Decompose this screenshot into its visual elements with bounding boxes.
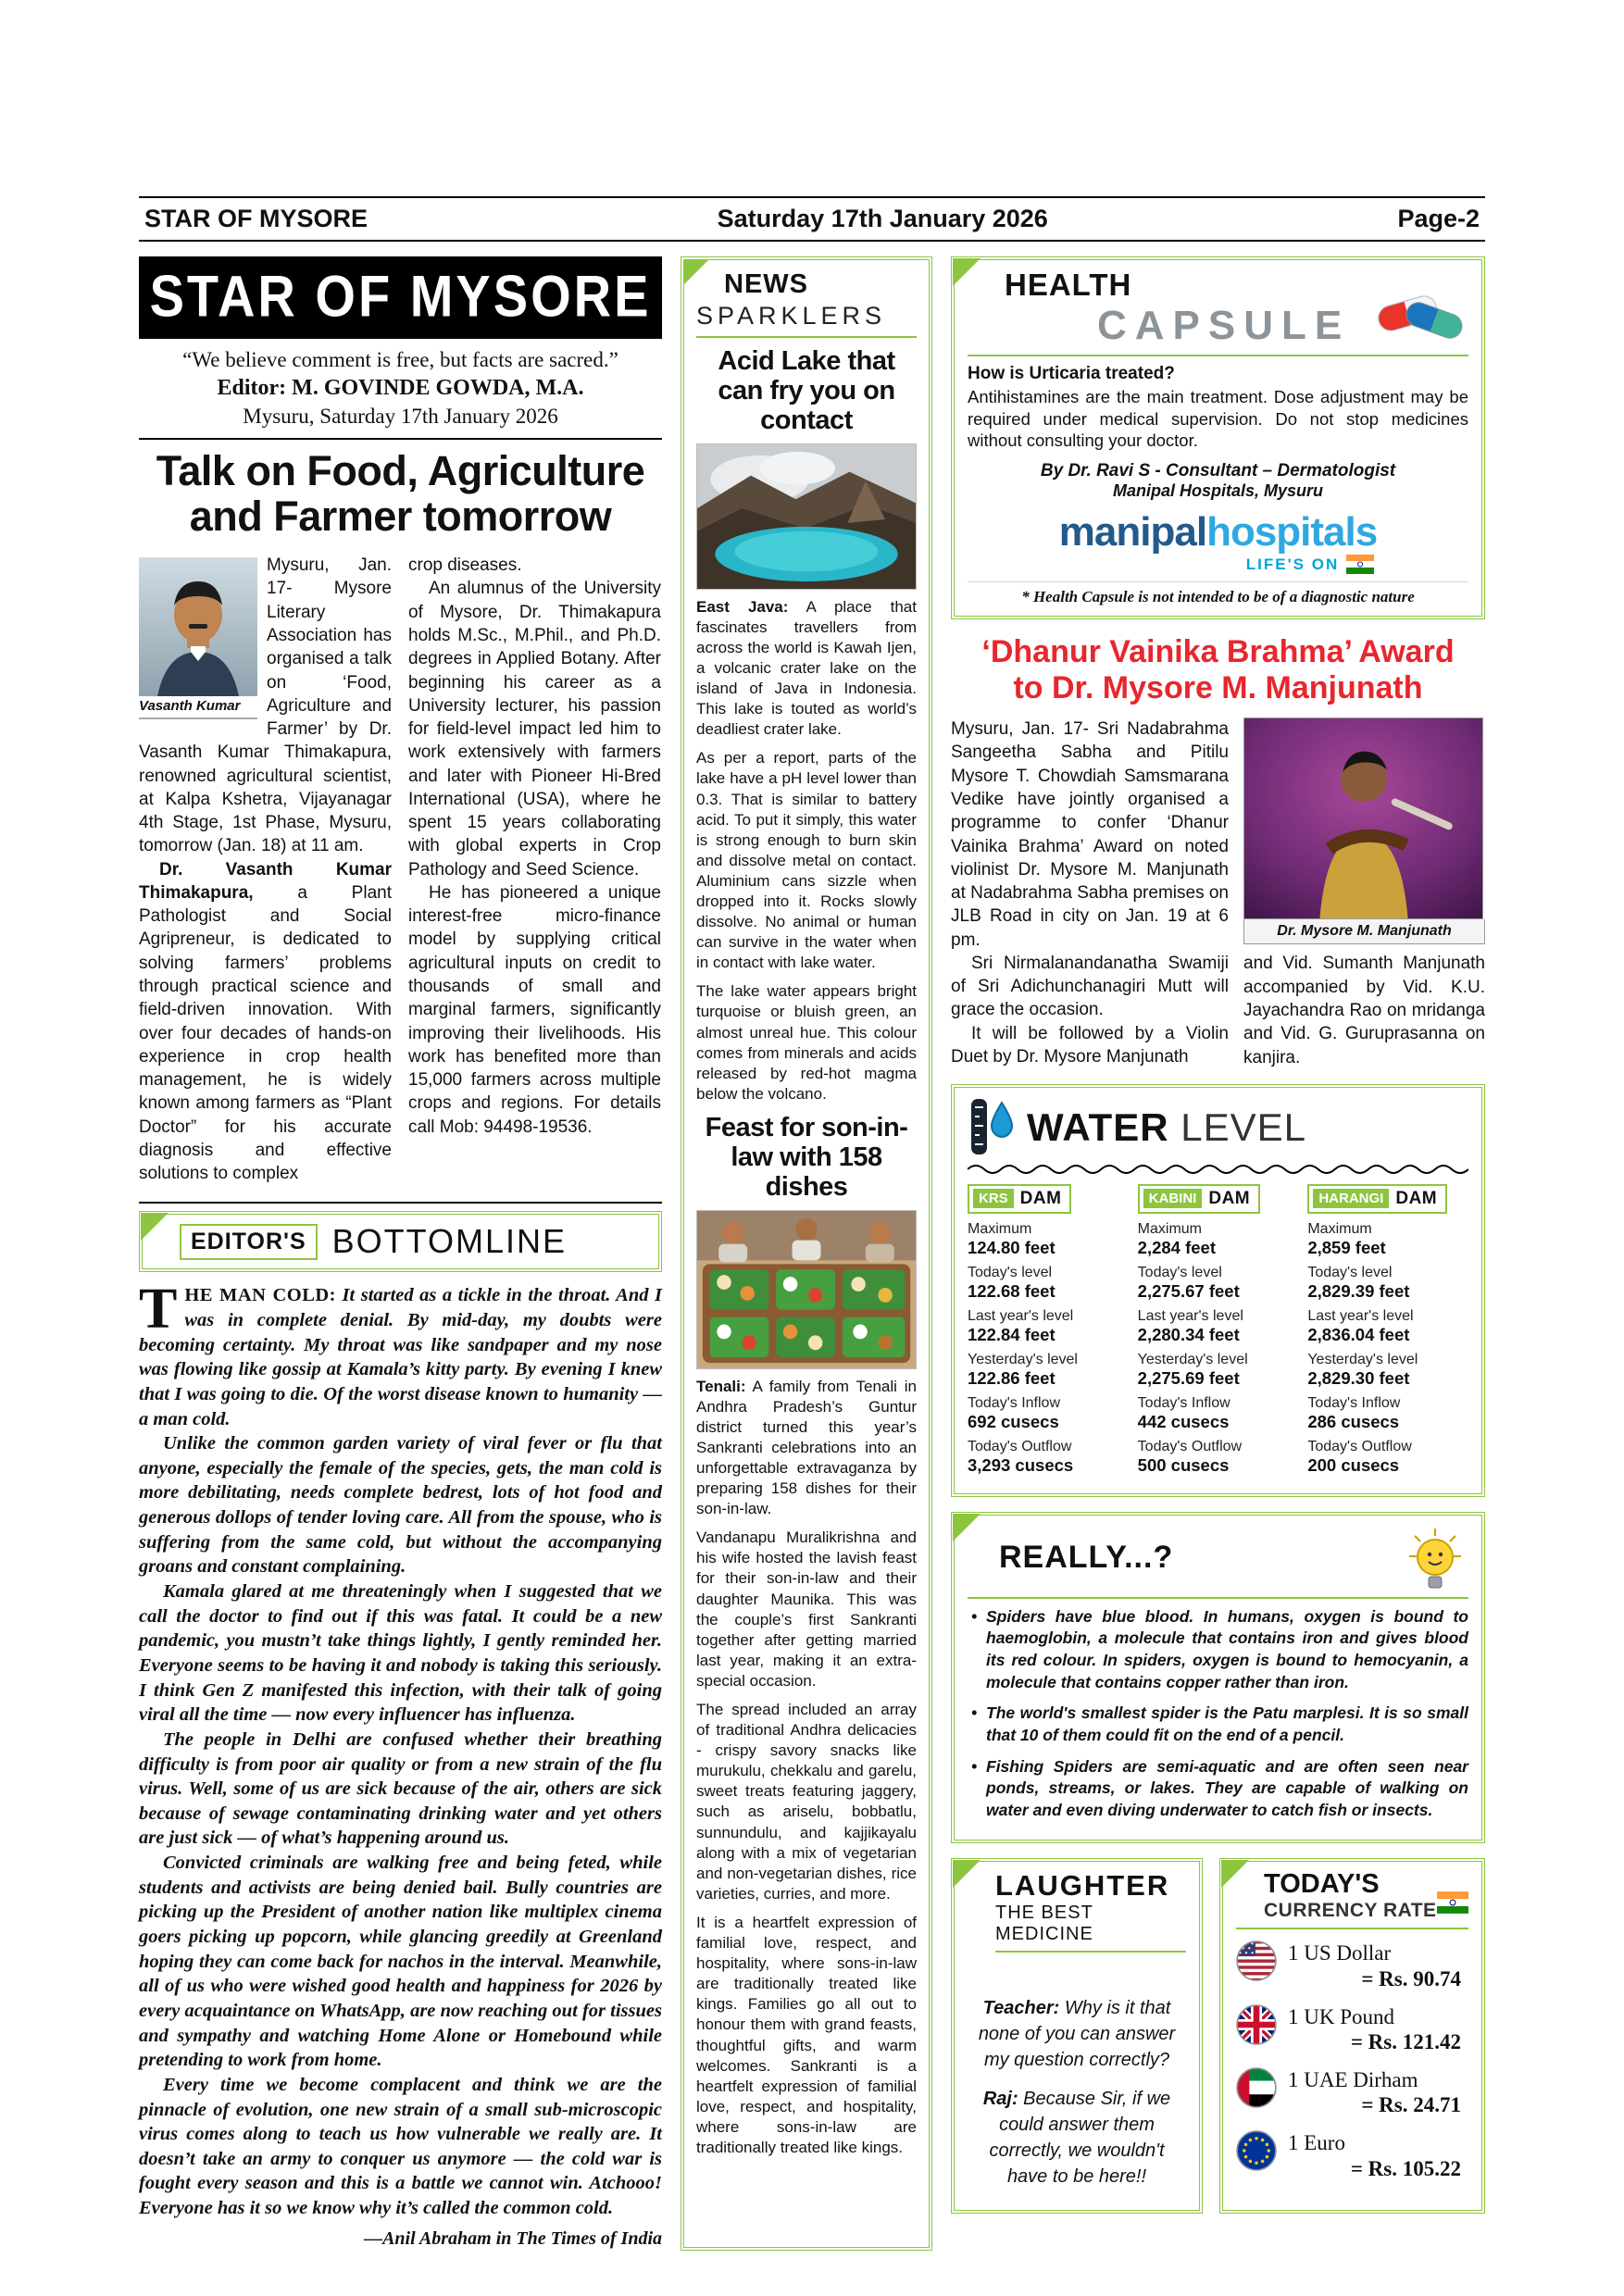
dam-krs [968, 1184, 1129, 1482]
dam-harangi [1307, 1184, 1468, 1482]
currency-header [1236, 1869, 1468, 1929]
right-column [951, 256, 1485, 2251]
india-flag-icon [1437, 1891, 1468, 1914]
dam-stat: Today's Outflow 200 cusecs [1307, 1438, 1412, 1475]
acid-lake-headline: Acid Lake that can fry you on contact [718, 346, 895, 435]
dam-columns [968, 1184, 1468, 1482]
dam-stat: Maximum 2,284 feet [1137, 1220, 1217, 1257]
lead-article-photo [139, 557, 257, 719]
currency-title: TODAY'S [1264, 1869, 1380, 1900]
manipal-logo-word2: hospitals [1206, 509, 1378, 555]
manipal-hospitals-logo [968, 509, 1468, 555]
laughter-subtitle: THE BEST MEDICINE [995, 1903, 1186, 1953]
green-corner-flag-icon [953, 1860, 981, 1888]
running-head-date: Saturday 17th January 2026 [717, 205, 1048, 232]
award-headline: ‘Dhanur Vainika Brahma’ Award to Dr. Mysore M. Manjunath [981, 634, 1455, 706]
currency-rate-row [1236, 2004, 1468, 2055]
really-title: REALLY...? [999, 1539, 1174, 1575]
running-head-page-number: Page-2 [1397, 205, 1480, 232]
currency-value: = Rs. 90.74 [1361, 1967, 1461, 1991]
currency-value: = Rs. 24.71 [1361, 2093, 1461, 2117]
editors-bottomline-section [139, 1202, 662, 2250]
laughter-box [951, 1858, 1203, 2214]
lead-article-body [139, 554, 662, 1185]
india-flag-icon [1346, 555, 1374, 574]
really-fact: • The world's smallest spider is the Patu marplesi. It is so small that 10 of them could fit on the end of a pencil. [968, 1703, 1468, 1746]
manipal-logo-word1: manipal [1058, 509, 1207, 555]
dam-stat: Maximum 124.80 feet [968, 1220, 1056, 1257]
us-flag-icon [1236, 1940, 1277, 1981]
feast-photo [696, 1210, 917, 1369]
crater-lake-photo [696, 443, 917, 590]
dam-stat: Today's level 122.68 feet [968, 1264, 1056, 1301]
currency-value: = Rs. 105.22 [1350, 2156, 1461, 2180]
capsule-pill-icon [1372, 282, 1468, 349]
dam-stat: Yesterday's level 2,275.69 feet [1137, 1351, 1248, 1388]
lead-article-photo-caption: Vasanth Kumar [139, 696, 257, 719]
bottomline-paragraph: Convicted criminals are walking free and being feted, while students and activists are being denied bail. Bully countries are picking up the President of another nation like multiplex cinema goers picking up popcorn, while glancing greedily at Greenland hoping they can come back for nachos in the interval. Meanwhile, all of us who were wished good health and happiness for 2026 by every acquaintance on WhatsApp, are now reaching out for tissues and sympathy and watching Home Alone or Homebound while pretending to work from home. [139, 1853, 662, 2071]
really-facts-list [968, 1606, 1468, 1822]
lead-article-paragraph: Mysuru, Jan. 17- Mysore Literary Association has organised a talk on ‘Food, Agriculture and Farmer’ by Dr. Vasanth Kumar Thimakapura, renowned agricultural scientist, at Kalpa Kshetra, Vijayanagar 4th Stage, 1st Phase, Mysuru, tomorrow (Jan. 18) at 11 am. [139, 555, 392, 856]
water-level-title: WATER LEVEL [1027, 1104, 1306, 1149]
light-bulb-icon [1405, 1527, 1465, 1595]
news-sparklers-kicker2: SPARKLERS [696, 300, 917, 338]
currency-name: 1 Euro [1288, 2130, 1345, 2154]
water-level-box [951, 1084, 1485, 1497]
dam-stat: Today's level 2,275.67 feet [1137, 1264, 1240, 1301]
story-paragraph: Vandanapu Muralikrishna and his wife hosted the lavish feast for their son-in-law and their daughter Maunika. This was the couple’s first Sankranti together after getting married last year, making it an extra-special occasion. [696, 1529, 917, 1690]
dam-stat: Last year's level 2,280.34 feet [1137, 1307, 1243, 1344]
health-capsule-title2: CAPSULE [1097, 303, 1351, 348]
lead-article-col1 [139, 554, 392, 1185]
dam-stat: Today's Outflow 500 cusecs [1137, 1438, 1243, 1475]
feast-headline: Feast for son-in-law with 158 dishes [705, 1112, 908, 1202]
award-paragraph: It will be followed by a Violin Duet by Dr. Mysore Manjunath [951, 1023, 1229, 1067]
dam-stat: Today's Inflow 442 cusecs [1137, 1394, 1230, 1431]
dam-stat: Today's Inflow 286 cusecs [1307, 1394, 1401, 1431]
dam-kabini [1138, 1184, 1299, 1482]
portrait-photo-placeholder [139, 557, 257, 696]
uae-flag-icon [1236, 2067, 1277, 2108]
news-sparklers-box [681, 256, 932, 2251]
story-paragraph: East Java: A place that fascinates travellers from across the world is Kawah Ijen, a volcanic crater lake on the island of Java in Indonesia. This lake is touted as world’s deadliest crater lake. [696, 597, 917, 739]
health-capsule-header [968, 268, 1468, 356]
award-article [951, 634, 1485, 1069]
dam-stat: Last year's level 122.84 feet [968, 1307, 1074, 1344]
masthead-motto: “We believe comment is free, but facts are sacred.” [182, 348, 618, 371]
currency-name: 1 UAE Dirham [1288, 2067, 1418, 2091]
really-fact: • Fishing Spiders are semi-aquatic and are often seen near ponds, streams, or lakes. They are capable of walking on water and even diving underwater to catch fish or insects. [968, 1756, 1468, 1822]
really-header [968, 1523, 1468, 1599]
violinist-photo [1243, 718, 1483, 919]
bottomline-paragraph: Unlike the common garden variety of viral fever or flu that anyone, especially the female of the species, gets, the man cold is more debilitating, needs complete bedrest, lots of hot food and generous dollops of tender loving care. All from the spouse, who is suffering from the same cold, but without the accompanying groans and constant complaining. [139, 1433, 662, 1578]
currency-rate-row [1236, 2067, 1468, 2118]
dam-name-chip: KABINI DAM [1138, 1184, 1260, 1214]
running-head-paper: STAR OF MYSORE [144, 205, 369, 232]
lead-article-paragraph: crop diseases. [408, 555, 522, 576]
currency-name: 1 UK Pound [1288, 2004, 1395, 2028]
story-paragraph: Tenali: A family from Tenali in Andhra Pradesh’s Guntur district turned this year’s Sankranti celebrations into an unforgettable extravaganza by preparing 158 dishes for their son-in-law. [696, 1377, 917, 1518]
really-fact: • Spiders have blue blood. In humans, oxygen is bound to haemoglobin, a molecule that contains iron and gives blood its red colour. In spiders, oxygen is bound to hemocyanin, a molecule that contains copper rather than iron. [968, 1606, 1468, 1694]
left-column [139, 256, 662, 2251]
lead-article-paragraph: He has pioneered a unique interest-free micro-finance model by supplying critical agricultural inputs on credit to thousands of small and marginal farmers, significantly improving their livelihoods. His work has benefited more than 15,000 farmers across multiple crops and regions. For details call Mob: 94498-19536. [408, 882, 661, 1137]
acid-lake-body [696, 597, 917, 1104]
editors-bottomline-header [139, 1211, 662, 1272]
story-paragraph: It is a heartfelt expression of familial love, respect, and hospitality, where sons-in-law are traditionally treated like kings. Families go all out to honour them with grand feasts, thoughtful gifts, and warm welcomes. Sankranti is a heartfelt expression of familial love, respect, and hospitality, where sons-in-law are traditionally treated like kings. [696, 1913, 917, 2156]
dam-name-chip: KRS DAM [968, 1184, 1071, 1214]
currency-rate-row [1236, 1940, 1468, 1991]
currency-box [1219, 1858, 1485, 2214]
dam-stat: Today's level 2,829.39 feet [1307, 1264, 1410, 1301]
uk-flag-icon [1236, 2004, 1277, 2045]
dam-stat: Last year's level 2,836.04 feet [1307, 1307, 1414, 1344]
dam-stat: Today's Outflow 3,293 cusecs [968, 1438, 1074, 1475]
water-level-header [968, 1097, 1468, 1158]
dam-stat: Maximum 2,859 feet [1307, 1220, 1386, 1257]
masthead [139, 256, 662, 339]
story-paragraph: As per a report, parts of the lake have a pH level lower than 0.3. That is similar to battery acid. To put it simply, this water is strong enough to burn skin and dissolve metal on contact. Aluminium cans sizzle when dropped into it. Rocks slowly dissolve. No animal or human can survive in the water when in contact with lake water. [696, 749, 917, 972]
manipal-tagline: LIFE'S ON [1171, 555, 1449, 574]
dam-stat: Today's Inflow 692 cusecs [968, 1394, 1060, 1431]
green-corner-flag-icon [682, 258, 710, 286]
middle-column [681, 256, 932, 2251]
really-box [951, 1512, 1485, 1844]
drop-cap: T [139, 1278, 178, 1341]
currency-rate-row [1236, 2130, 1468, 2181]
bottomline-paragraph: Kamala glared at me threateningly when I suggested that we call the doctor to find out if this was fatal. It could be a new pandemic, you mustn’t take things lightly, I gently reminded her. Everyone seems to be having it and nobody is taking this seriously. I think Gen Z manifested this infection, with their talk of going viral all the time — now every influencer has influenza. [139, 1581, 662, 1726]
bottomline-paragraph: THE MAN COLD: It started as a tickle in the throat. And I was in complete denial. By mid-day, my doubts were becoming certainty. My throat was like sandpaper and my nose was flowing like gossip at Kamala’s kitty party. By evening I knew that I was going to die. Of the worst disease known to humanity — a man cold. [139, 1278, 662, 1429]
award-article-col1 [951, 718, 1229, 1069]
bottomline-paragraph: Every time we become complacent and think we are the pinnacle of evolution, one new strain of a small sub-microscopic virus comes along to teach us how vulnerable we really are. It doesn’t take an army to conquer us anymore — the cold war is fought every season and this is a battle we cannot win. Atchooo! Everyone has it so we know why it’s called the common cold. [139, 2074, 662, 2219]
bottom-row [951, 1858, 1485, 2214]
feast-body [696, 1377, 917, 2158]
bottomline-body [139, 1278, 662, 2250]
violinist-photo-caption: Dr. Mysore M. Manjunath [1243, 919, 1485, 944]
divider-rule [139, 438, 662, 440]
green-corner-flag-icon [953, 1514, 981, 1541]
wave-divider [968, 1160, 1468, 1175]
currency-subtitle: CURRENCY RATE [1264, 1900, 1437, 1922]
dam-stat: Yesterday's level 2,829.30 feet [1307, 1351, 1418, 1388]
lead-article-paragraph: Dr. Vasanth Kumar Thimakapura, a Plant Pathologist and Social Agripreneur, is dedicated to solving farmers’ problems through practical science and field-driven innovation. With over four decades of hands-on experience in crop health management, he is widely known among farmers as “Plant Doctor” for his accurate diagnosis and effective solutions to complex [139, 859, 392, 1184]
health-byline: By Dr. Ravi S - Consultant – Dermatologist [1040, 461, 1396, 481]
health-capsule-footnote: * Health Capsule is not intended to be of a diagnostic nature [968, 581, 1468, 606]
lead-article-col2 [408, 554, 661, 1185]
award-paragraph: Mysuru, Jan. 17- Sri Nadabrahma Sangeetha Sabha and Pitilu Mysore T. Chowdiah Samsmarana Vedike have jointly organised a programme to confer ‘Dhanur Vainika Brahma’ Award on noted violinist Dr. Mysore M. Manjunath at Nadabrahma Sabha premises on JLB Road in city on Jan. 19 at 6 pm. [951, 719, 1229, 950]
currency-name: 1 US Dollar [1288, 1941, 1392, 1965]
running-head [139, 196, 1485, 242]
joke-line-teacher: Teacher: Why is it that none of you can answer my question correctly? [978, 1998, 1176, 2071]
masthead-dateline: Mysuru, Saturday 17th January 2026 [243, 405, 558, 428]
award-paragraph: Sri Nirmalanandanatha Swamiji of Sri Adichunchanagiri Mutt will grace the occasion. [951, 953, 1229, 1020]
lead-article-headline: Talk on Food, Agriculture and Farmer tomorrow [156, 447, 645, 540]
dam-stat: Yesterday's level 122.86 feet [968, 1351, 1078, 1388]
bottomline-paragraph: The people in Delhi are confused whether their breathing difficulty is from poor air quality or from a new strain of the flu virus. Well, some of us are sick because of the air, others are sick because of sewage contaminating drinking water and yet others are just sick — of what’s happening around us. [139, 1728, 662, 1849]
dam-name-chip: HARANGI DAM [1307, 1184, 1447, 1214]
story-paragraph: The lake water appears bright turquoise or bluish green, an almost unreal hue. This colour comes from minerals and acids released by red-hot magma below the volcano. [696, 982, 917, 1103]
award-article-body [951, 718, 1485, 1069]
joke-text [968, 1995, 1186, 2190]
lead-article-paragraph: An alumnus of the University of Mysore, Dr. Thimakapura holds M.Sc., M.Phil., and Ph.D. degrees in Applied Botany. After beginning his career as a University lecturer, his passion for field-level impact led him to work extensively with farmers and later with Pioneer Hi-Bred International (USA), where he spent 15 years collaborating with global experts in Crop Pathology and Seed Science. [408, 579, 661, 880]
health-capsule-box [951, 256, 1485, 619]
award-paragraph: and Vid. Sumanth Manjunath accompanied by Vid. K.U. Jayachandra Rao on mridanga and Vid. G. Guruprasanna on kanjira. [1243, 954, 1485, 1067]
joke-line-raj: Raj: Because Sir, if we could answer them correctly, we wouldn't have to be here!! [982, 2089, 1171, 2188]
story-paragraph: The spread included an array of traditional Andhra delicacies - crispy savory snacks like murukulu, chekkalu and garelu, sweet treats featuring jaggery, such as ariselu, bobbatlu, sunnundulu, and kajjikayalu along with a mix of vegetarian and non-vegetarian dishes, rice varieties, curries, and more. [696, 1701, 917, 1903]
water-droplet-icon [992, 1103, 1012, 1137]
masthead-editor: Editor: M. GOVINDE GOWDA, M.A. [217, 376, 584, 400]
health-byline-hospital: Manipal Hospitals, Mysuru [1112, 481, 1324, 501]
health-capsule-title1: HEALTH [1005, 268, 1132, 302]
currency-value: = Rs. 121.42 [1350, 2030, 1461, 2054]
news-sparklers-kicker: NEWS [724, 269, 808, 299]
bottomline-signature: —Anil Abraham in The Times of India [364, 2227, 662, 2249]
health-answer: Antihistamines are the main treatment. Dose adjustment may be required under medical supervision. Do not stop medicines without consulting your doctor. [968, 387, 1468, 451]
green-corner-flag-icon [141, 1213, 169, 1241]
masthead-title: STAR OF MYSORE [149, 263, 652, 329]
euro-flag-icon [1236, 2130, 1277, 2171]
laughter-title: LAUGHTER [995, 1869, 1170, 1903]
bottomline-title: BOTTOMLINE [331, 1222, 567, 1261]
page-columns [139, 256, 1485, 2251]
water-gauge-icon [968, 1097, 1014, 1158]
bottomline-label: EDITOR'S [180, 1224, 318, 1260]
health-question: How is Urticaria treated? [968, 364, 1175, 383]
award-article-col2 [1243, 718, 1485, 1069]
